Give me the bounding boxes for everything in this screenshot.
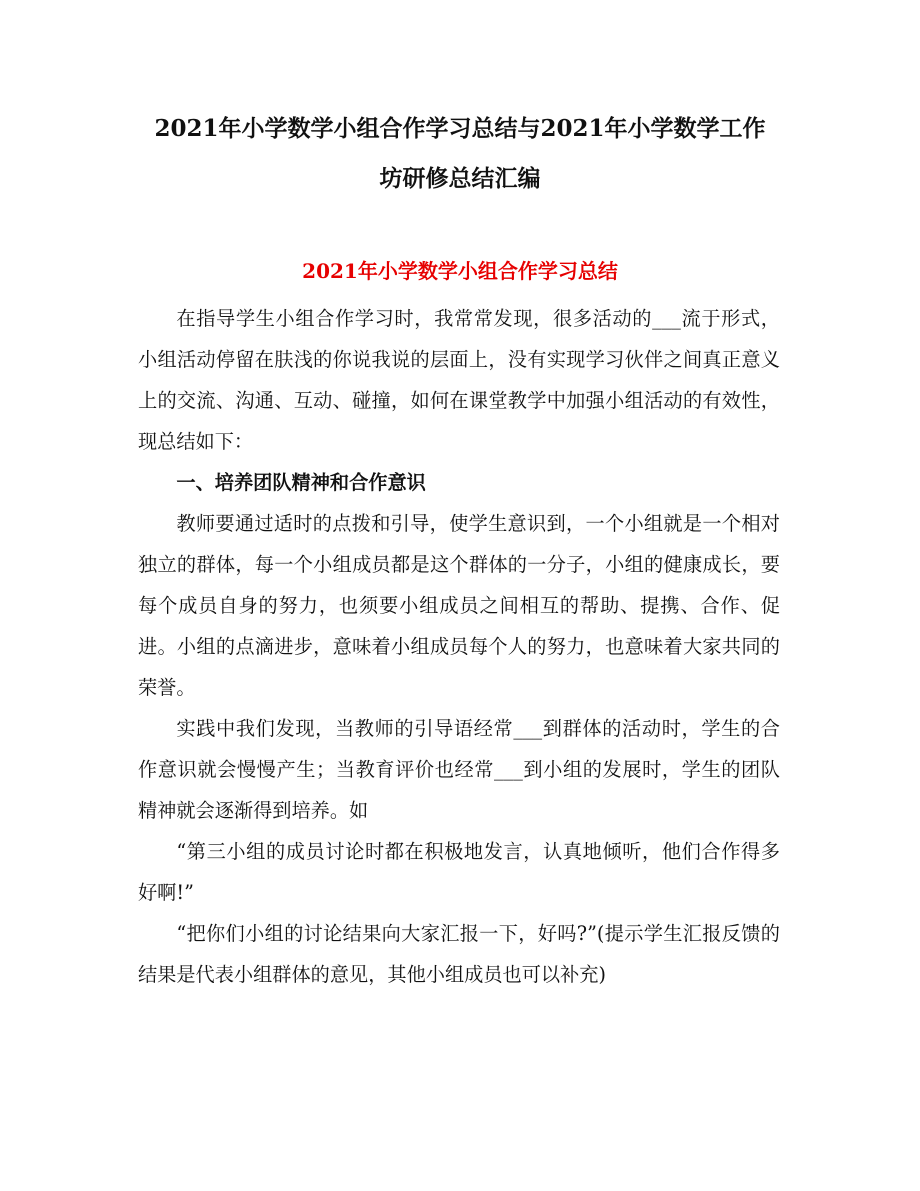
paragraph-team-spirit: 教师要通过适时的点拨和引导，使学生意识到，一个小组就是一个相对独立的群体，每一个小组成员都是这个群体的一分子，小组的健康成长，要每个成员自身的努力，也须要小组成员之间相互的帮助、提携、合作、促进。小组的点滴进步，意味着小组成员每个人的努力，也意味着大家共同的荣誉。 bbox=[138, 512, 780, 699]
paragraph-quote-1: “第三小组的成员讨论时都在积极地发言，认真地倾听，他们合作得多好啊!” bbox=[138, 840, 780, 904]
section-title: 2021年小学数学小组合作学习总结 bbox=[302, 259, 618, 283]
paragraph-quote-2: “把你们小组的讨论结果向大家汇报一下，好吗?”(提示学生汇报反馈的结果是代表小组群体的意见，其他小组成员也可以补充) bbox=[138, 922, 780, 986]
document-title-line-2: 坊研修总结汇编 bbox=[379, 165, 541, 192]
document-title-line-1: 2021年小学数学小组合作学习总结与2021年小学数学工作 bbox=[154, 115, 766, 142]
paragraph-intro: 在指导学生小组合作学习时，我常常发现，很多活动的___流于形式，小组活动停留在肤浅的你说我说的层面上，没有实现学习伙伴之间真正意义上的交流、沟通、互动、碰撞，如何在课堂教学中加强小组活动的有效性，现总结如下： bbox=[138, 307, 780, 453]
document-body bbox=[138, 298, 780, 995]
heading-team-spirit: 一、培养团队精神和合作意识 bbox=[176, 471, 426, 494]
document-title bbox=[118, 104, 802, 204]
paragraph-practice: 实践中我们发现，当教师的引导语经常___到群体的活动时，学生的合作意识就会慢慢产生；当教育评价也经常___到小组的发展时，学生的团队精神就会逐渐得到培养。如 bbox=[138, 717, 780, 822]
